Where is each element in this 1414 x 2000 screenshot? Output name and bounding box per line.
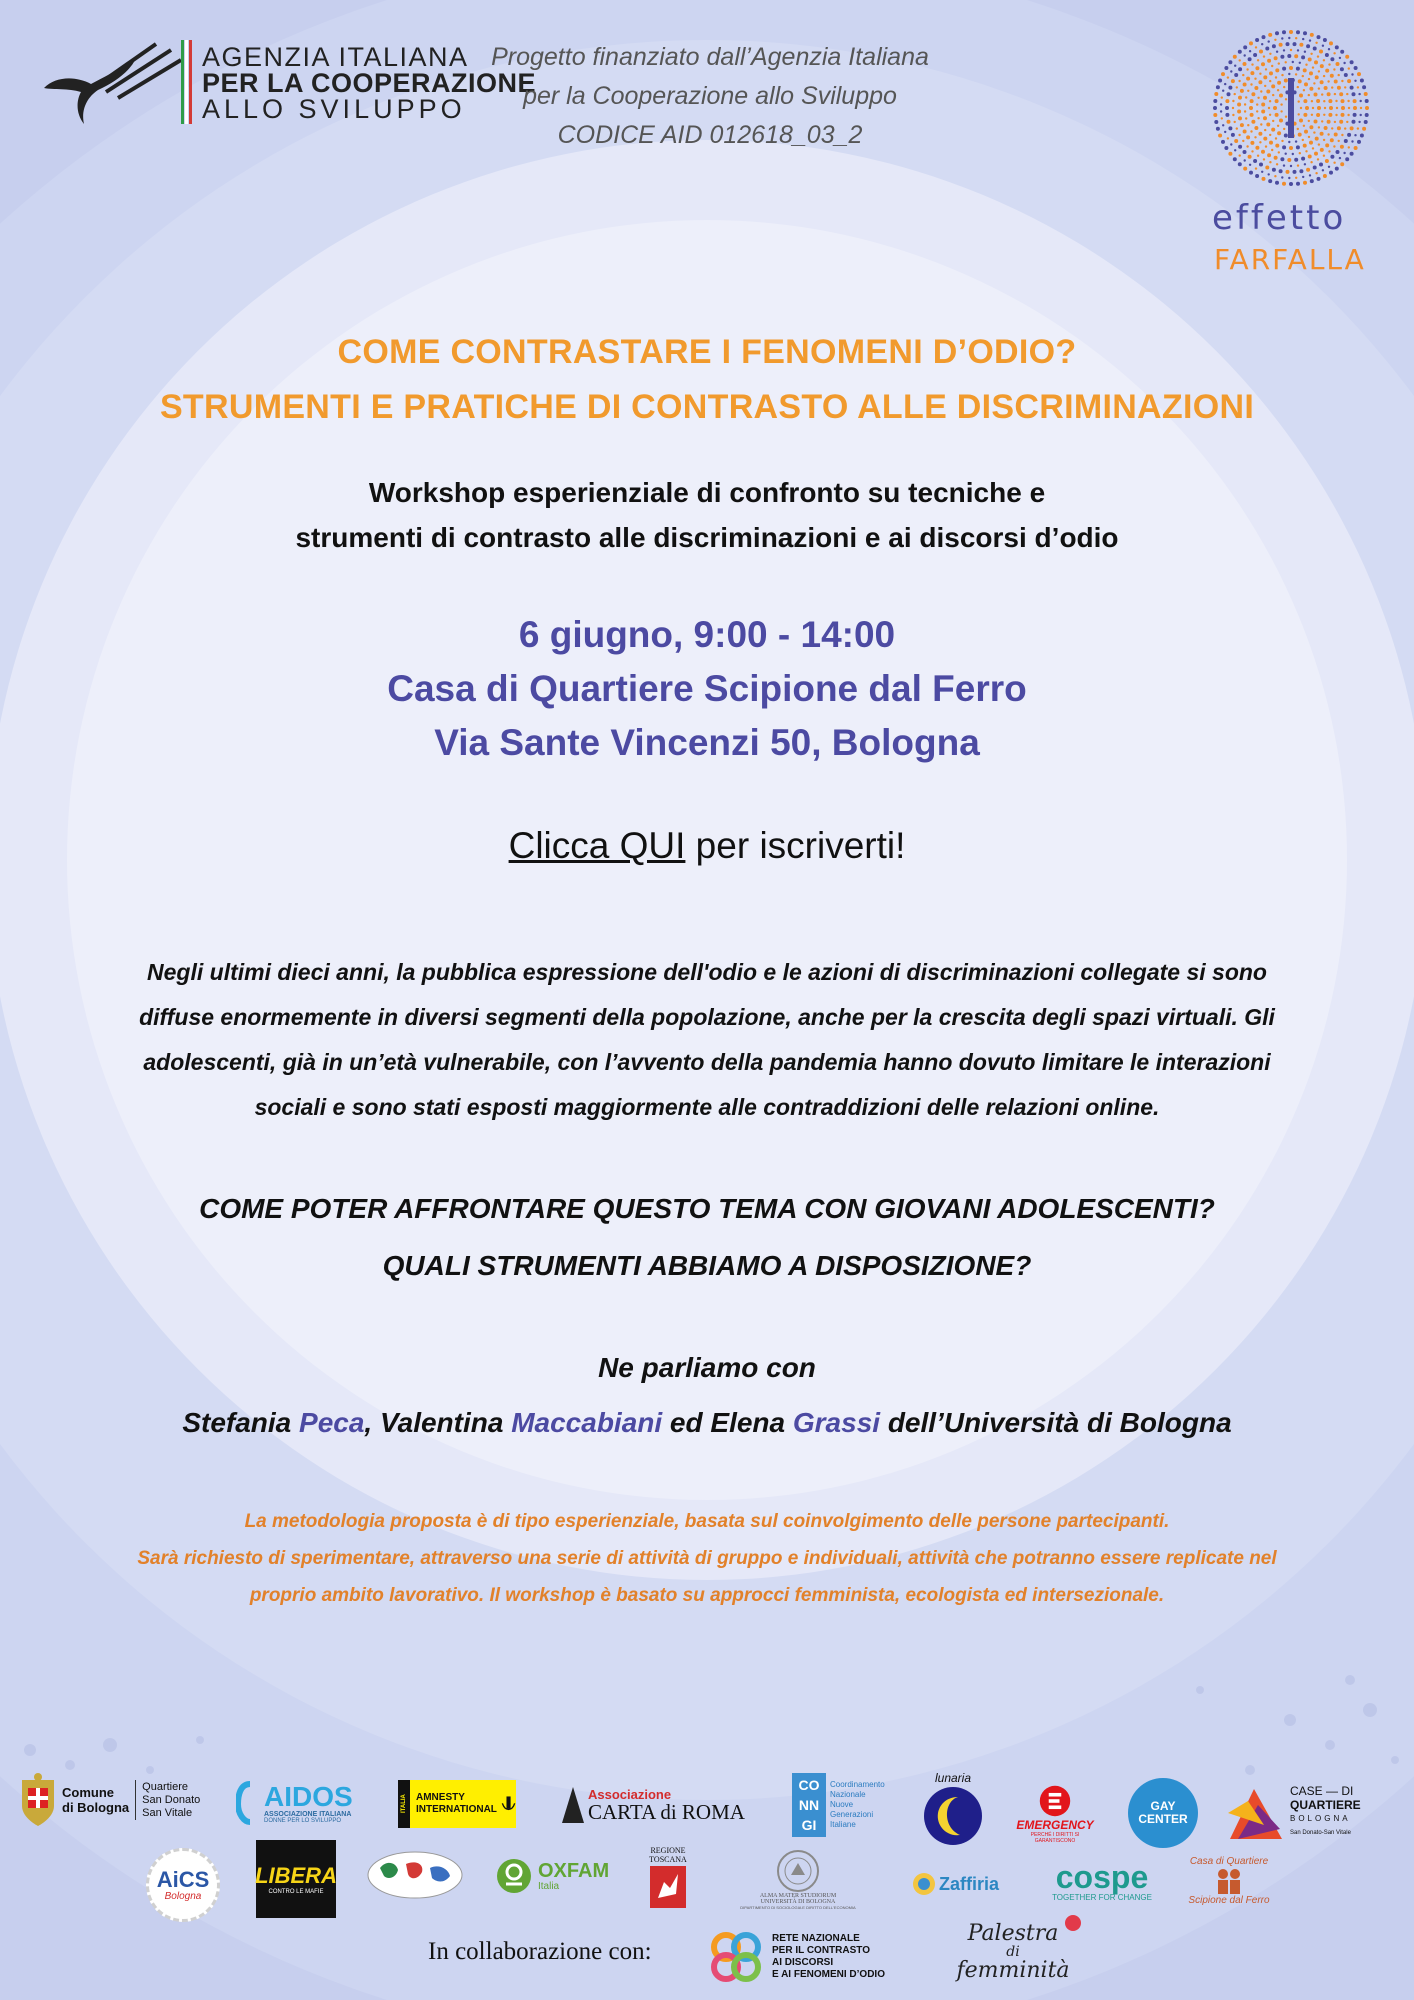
- key-questions: [60, 1180, 1354, 1294]
- cdq-line3: BOLOGNA: [1290, 1814, 1351, 1823]
- speakers-list: [60, 1395, 1354, 1450]
- dove-icon: [36, 36, 186, 126]
- toscana-line1: REGIONE: [650, 1846, 686, 1855]
- carta-line2: CARTA di ROMA: [588, 1799, 745, 1824]
- carta-di-roma-logo: [560, 1782, 750, 1828]
- emergency-sub: PERCHÉ I DIRITTI SI GARANTISCONO: [1030, 1832, 1080, 1844]
- methodology-line: proprio ambito lavorativo. Il workshop è basato su approcci femminista, ecologista ed intersezionale.: [249, 1585, 1165, 1606]
- speaker-first-name: Stefania: [182, 1407, 300, 1438]
- event-title: [40, 325, 1374, 435]
- case-quartiere-mark-icon: [1224, 1781, 1286, 1843]
- moon-icon: [922, 1785, 984, 1847]
- oxfam-name: OXFAM: [538, 1859, 610, 1882]
- tower-icon: [560, 1785, 586, 1825]
- methodology-line: Sarà richiesto di sperimentare, attraverso una serie di attività di gruppo e individuali, attività che potranno essere replicate nel: [137, 1548, 1277, 1569]
- cdq-line2: QUARTIERE: [1290, 1798, 1361, 1812]
- methodology-note: [60, 1503, 1354, 1614]
- aics-bologna-logo: [146, 1848, 220, 1922]
- agency-name-line1: AGENZIA ITALIANA: [202, 42, 469, 72]
- effetto-farfalla-logo: [1200, 18, 1380, 276]
- speaker-surname: Maccabiani: [511, 1407, 663, 1438]
- speaker-separator: ed Elena: [662, 1407, 793, 1438]
- intro-paragraph: [60, 950, 1354, 1130]
- speaker-surname: Grassi: [792, 1407, 881, 1438]
- gay-center-line1: GAY: [1150, 1799, 1176, 1813]
- world-map-logo: [366, 1850, 464, 1900]
- toscana-line2: TOSCANA: [649, 1855, 687, 1864]
- speakers-intro: Ne parliamo con: [598, 1352, 816, 1383]
- scipione-dal-ferro-logo: [1184, 1836, 1274, 1926]
- people-icon: [1213, 1867, 1245, 1895]
- amnesty-tag: ITALIA: [398, 1780, 410, 1828]
- rete-line3: AI DISCORSI: [772, 1957, 834, 1968]
- event-details: [100, 608, 1314, 770]
- cospe-name: cospe: [1055, 1858, 1149, 1895]
- zaffiria-logo: [896, 1866, 1014, 1902]
- oxfam-sub: Italia: [538, 1880, 560, 1892]
- collaboration-label: In collaborazione con:: [428, 1938, 652, 1965]
- heart-balloon-icon: [1064, 1914, 1082, 1932]
- event-venue: Casa di Quartiere Scipione dal Ferro: [387, 668, 1027, 709]
- palestra-line2: di: [1006, 1944, 1020, 1960]
- scipione-line1: Casa di Quartiere: [1189, 1856, 1269, 1867]
- conngi-l1: Coordinamento: [830, 1780, 885, 1789]
- candle-icon: [501, 1789, 516, 1819]
- unibo-logo: [718, 1840, 878, 1918]
- palestra-di-femminita-logo: [938, 1912, 1088, 1994]
- paragraph-line: sociali e sono stati esposti maggiormente alle contraddizioni delle relazioni online.: [254, 1094, 1160, 1120]
- speakers: [60, 1340, 1354, 1450]
- title-line: STRUMENTI E PRATICHE DI CONTRASTO ALLE DISCRIMINAZIONI: [159, 388, 1255, 426]
- libera-name: LIBERA: [255, 1863, 337, 1888]
- zaffiria-name: Zaffiria: [938, 1873, 999, 1894]
- amnesty-line2: INTERNATIONAL: [416, 1804, 497, 1815]
- speaker-separator: , Valentina: [364, 1407, 512, 1438]
- lunaria-name: lunaria: [934, 1771, 972, 1785]
- cdq-line4: San Donato-San Vitale: [1290, 1830, 1351, 1836]
- project-info-line: per la Cooperazione allo Sviluppo: [523, 82, 897, 110]
- amnesty-line1: AMNESTY: [416, 1792, 465, 1803]
- event-address: Via Sante Vincenzi 50, Bologna: [434, 722, 980, 763]
- registration-link[interactable]: Clicca QUI: [508, 825, 686, 866]
- butterfly-icon: [1206, 28, 1376, 188]
- palestra-line1: Palestra: [967, 1921, 1059, 1946]
- aics-sub: Bologna: [164, 1890, 202, 1902]
- aidos-name: AIDOS: [264, 1780, 353, 1812]
- aics-name: AiCS: [156, 1866, 210, 1892]
- gay-center-line2: CENTER: [1138, 1812, 1188, 1826]
- unibo-seal-icon: [776, 1849, 820, 1893]
- comune-line2: di Bologna: [62, 1800, 130, 1815]
- pegasus-icon: [648, 1864, 688, 1910]
- conngi-l2: Nazionale: [830, 1790, 866, 1799]
- conngi-l3: Nuove: [830, 1800, 854, 1809]
- emergency-logo: [1010, 1784, 1100, 1844]
- comune-bologna-logo: [18, 1770, 218, 1830]
- unibo-line2: UNIVERSITÀ DI BOLOGNA: [760, 1898, 836, 1905]
- methodology-line: La metodologia proposta è di tipo esperienziale, basata sul coinvolgimento delle persone partecipanti.: [244, 1511, 1170, 1532]
- speaker-surname: Peca: [299, 1407, 365, 1438]
- registration-cta: [100, 825, 1314, 867]
- scipione-line2: Scipione dal Ferro: [1188, 1895, 1270, 1906]
- cospe-sub: TOGETHER FOR CHANGE: [1052, 1892, 1152, 1902]
- rete-nazionale-logo: [708, 1926, 918, 1988]
- aics-logo: [36, 36, 537, 126]
- cospe-logo: [1042, 1856, 1162, 1906]
- lunaria-logo: [918, 1768, 988, 1850]
- conngi-l5: Italiane: [830, 1820, 856, 1829]
- libera-sub: CONTRO LE MAFIE: [268, 1889, 324, 1895]
- question-line: QUALI STRUMENTI ABBIAMO A DISPOSIZIONE?: [382, 1250, 1032, 1281]
- unibo-line1: ALMA MATER STUDIORUM: [759, 1892, 837, 1899]
- zaffiria-mark-icon: [911, 1871, 937, 1897]
- rete-rings-icon: [708, 1929, 764, 1985]
- cdq-line1: CASE — DI: [1290, 1784, 1354, 1798]
- question-line: COME POTER AFFRONTARE QUESTO TEMA CON GIOVANI ADOLESCENTI?: [199, 1193, 1215, 1224]
- conngi-logo: [792, 1770, 902, 1840]
- coat-of-arms-icon: [18, 1772, 58, 1828]
- regione-toscana-logo: [642, 1840, 694, 1916]
- comune-q1: Quartiere: [142, 1780, 189, 1793]
- speaker-affiliation: dell’Università di Bologna: [880, 1407, 1232, 1438]
- project-info-line: Progetto finanziato dall’Agenzia Italiana: [491, 43, 929, 71]
- aidos-logo: [236, 1778, 371, 1828]
- comune-q3: San Vitale: [142, 1806, 193, 1819]
- aidos-sub2: DONNE PER LO SVILUPPO: [264, 1817, 342, 1824]
- subtitle-line: Workshop esperienziale di confronto su tecniche e: [368, 477, 1046, 508]
- project-logo-line2: FARFALLA: [1214, 243, 1366, 276]
- carta-line1: Associazione: [588, 1786, 672, 1802]
- subtitle-line: strumenti di contrasto alle discriminazioni e ai discorsi d’odio: [295, 522, 1119, 553]
- project-logo-line1: effetto: [1212, 198, 1347, 238]
- paragraph-line: diffuse enormemente in diversi segmenti della popolazione, anche per la crescita degli spazi virtuali. Gli: [139, 1004, 1275, 1030]
- comune-q2: San Donato: [142, 1793, 201, 1806]
- event-date-time: 6 giugno, 9:00 - 14:00: [518, 614, 896, 655]
- oxfam-logo: [496, 1852, 614, 1900]
- palestra-line3: femminità: [956, 1958, 1070, 1983]
- unibo-line3: DIPARTIMENTO DI SOCIOLOGIA E DIRITTO DELL'ECONOMIA: [740, 1904, 856, 1910]
- amnesty-logo: [398, 1780, 516, 1828]
- agency-name-line2: PER LA COOPERAZIONE: [202, 68, 537, 98]
- aidos-sub1: ASSOCIAZIONE ITALIANA: [264, 1810, 352, 1818]
- registration-cta-text: per iscriverti!: [685, 825, 906, 866]
- project-info: [470, 38, 950, 155]
- rete-line4: E AI FENOMENI D’ODIO: [772, 1969, 885, 1980]
- aidos-mark-icon: [236, 1780, 264, 1826]
- case-di-quartiere-logo: [1224, 1780, 1374, 1844]
- libera-logo: [256, 1840, 336, 1918]
- project-info-code: CODICE AID 012618_03_2: [557, 121, 863, 149]
- title-line: COME CONTRASTARE I FENOMENI D’ODIO?: [337, 333, 1077, 371]
- paragraph-line: adolescenti, già in un’età vulnerabile, con l’avvento della pandemia hanno dovuto limitare le interazioni: [143, 1049, 1271, 1075]
- world-map-icon: [366, 1850, 464, 1900]
- agency-name-line3: ALLO SVILUPPO: [202, 94, 466, 124]
- paragraph-line: Negli ultimi dieci anni, la pubblica espressione dell'odio e le azioni di discriminazioni collegate si sono: [147, 959, 1267, 985]
- conngi-l4: Generazioni: [830, 1810, 874, 1819]
- event-subtitle: [100, 470, 1314, 560]
- emergency-name: EMERGENCY: [1016, 1818, 1094, 1832]
- rete-line1: RETE NAZIONALE: [772, 1933, 860, 1944]
- italian-flag-bar: [181, 40, 193, 124]
- comune-line1: Comune: [62, 1785, 114, 1800]
- conngi-letters: CO NN GI: [792, 1773, 826, 1837]
- rete-line2: PER IL CONTRASTO: [772, 1945, 870, 1956]
- emergency-e-icon: [1036, 1784, 1074, 1818]
- oxfam-mark-icon: [496, 1858, 532, 1894]
- gay-center-logo: [1128, 1778, 1198, 1848]
